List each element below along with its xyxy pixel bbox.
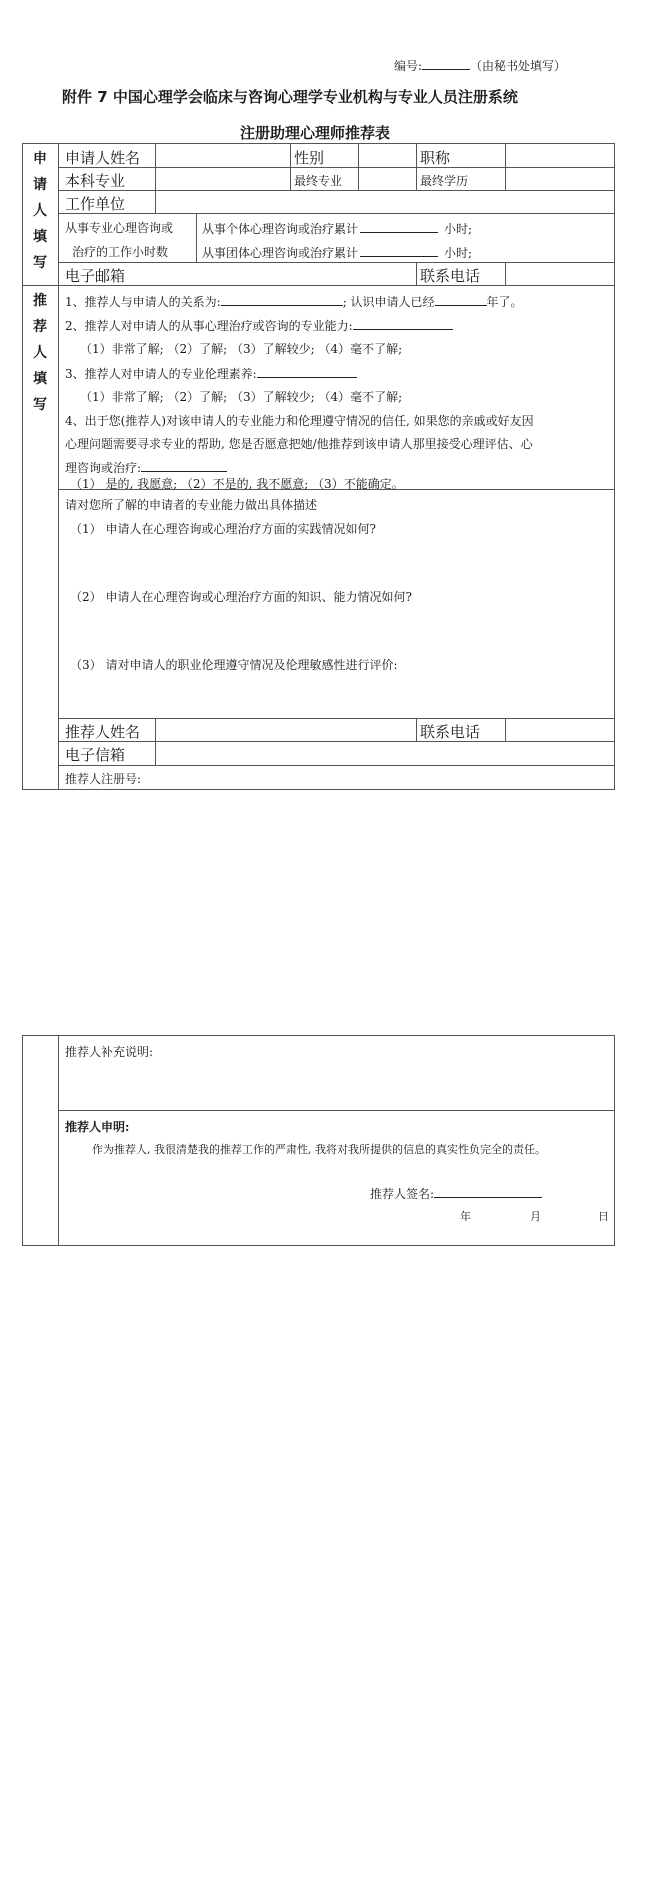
question-1[interactable]: 1、推荐人与申请人的关系为: ; 认识申请人已经 年了。: [65, 292, 523, 310]
description-item-2: （2） 申请人在心理咨询或心理治疗方面的知识、能力情况如何?: [70, 590, 412, 604]
form-title: 注册助理心理师推荐表: [240, 124, 391, 142]
recommender-email-input[interactable]: [157, 743, 613, 764]
recommender-name-input[interactable]: [157, 720, 414, 740]
individual-hours-field[interactable]: 从事个体心理咨询或治疗累计 小时;: [202, 219, 472, 237]
gender-label: 性别: [294, 149, 325, 167]
question-4-line3[interactable]: 理咨询或治疗:: [65, 458, 227, 476]
description-answer-3[interactable]: [60, 674, 613, 716]
question-3[interactable]: 3、推荐人对申请人的专业伦理素养:: [65, 364, 357, 382]
recommender-phone-input[interactable]: [507, 720, 613, 740]
undergrad-major-label: 本科专业: [65, 172, 126, 190]
serial-number-note: （由秘书处填写）: [470, 59, 567, 73]
work-unit-input[interactable]: [157, 192, 613, 212]
date-day-label: 日: [598, 1210, 609, 1223]
serial-number-field[interactable]: [394, 56, 566, 74]
applicant-name-input[interactable]: [157, 145, 288, 166]
statement-title: 推荐人申明:: [65, 1120, 130, 1134]
attachment-title: 附件 7 中国心理学会临床与咨询心理学专业机构与专业人员注册系统: [62, 88, 518, 106]
applicant-phone-label: 联系电话: [420, 267, 481, 285]
applicant-section-label: 申 请 人 填 写: [33, 151, 47, 271]
undergrad-major-input[interactable]: [157, 169, 288, 189]
recommender-phone-label: 联系电话: [420, 723, 481, 741]
question-3-options[interactable]: （1）非常了解; （2）了解; （3）了解较少; （4）毫不了解;: [80, 390, 403, 404]
description-answer-1[interactable]: [60, 538, 613, 582]
description-answer-2[interactable]: [60, 606, 613, 650]
date-month-label: 月: [530, 1210, 541, 1223]
serial-number-label: 编号:: [394, 59, 423, 73]
final-degree-label: 最终学历: [420, 174, 469, 188]
applicant-email-label: 电子邮箱: [65, 267, 126, 285]
work-hours-label-line1: 从事专业心理咨询或: [65, 221, 174, 235]
recommender-section-label: 推 荐 人 填 写: [33, 293, 47, 413]
final-major-input[interactable]: [360, 169, 414, 189]
final-degree-input[interactable]: [507, 169, 613, 189]
recommender-name-label: 推荐人姓名: [65, 723, 141, 741]
recommender-reg-no-label: 推荐人注册号:: [65, 772, 142, 786]
question-2-options[interactable]: （1）非常了解; （2）了解; （3）了解较少; （4）毫不了解;: [80, 342, 403, 356]
work-unit-label: 工作单位: [65, 195, 126, 213]
description-item-1: （1） 申请人在心理咨询或心理治疗方面的实践情况如何?: [70, 522, 376, 536]
description-item-3: （3） 请对申请人的职业伦理遵守情况及伦理敏感性进行评价:: [70, 658, 398, 672]
supplement-input[interactable]: [60, 1062, 613, 1108]
question-4-options[interactable]: （1） 是的, 我愿意; （2）不是的, 我不愿意; （3）不能确定。: [70, 477, 404, 491]
statement-text: 作为推荐人, 我很清楚我的推荐工作的严肃性, 我将对我所提供的信息的真实性负完全的责任。: [92, 1143, 546, 1156]
recommender-email-label: 电子信箱: [65, 746, 126, 764]
final-major-label: 最终专业: [294, 174, 343, 188]
applicant-phone-input[interactable]: [507, 264, 613, 284]
recommender-reg-no-input[interactable]: [160, 767, 613, 788]
description-intro: 请对您所了解的申请者的专业能力做出具体描述: [65, 498, 318, 512]
signature-field[interactable]: 推荐人签名:: [370, 1184, 542, 1202]
supplement-label: 推荐人补充说明:: [65, 1045, 154, 1059]
question-2[interactable]: 2、推荐人对申请人的从事心理治疗或咨询的专业能力:: [65, 316, 453, 334]
work-hours-label-line2: 治疗的工作小时数: [72, 245, 169, 259]
title-label: 职称: [420, 149, 451, 167]
applicant-email-input[interactable]: [157, 264, 414, 284]
group-hours-field[interactable]: 从事团体心理咨询或治疗累计 小时;: [202, 243, 472, 261]
question-4-line2: 心理问题需要寻求专业的帮助, 您是否愿意把她/他推荐到该申请人那里接受心理评估、心: [65, 437, 533, 451]
date-year-label: 年: [460, 1210, 471, 1223]
gender-input[interactable]: [360, 145, 414, 166]
question-4-line1: 4、出于您(推荐人)对该申请人的专业能力和伦理遵守情况的信任, 如果您的亲戚或好友因: [65, 414, 534, 428]
applicant-name-label: 申请人姓名: [65, 149, 141, 167]
title-input[interactable]: [507, 145, 613, 166]
